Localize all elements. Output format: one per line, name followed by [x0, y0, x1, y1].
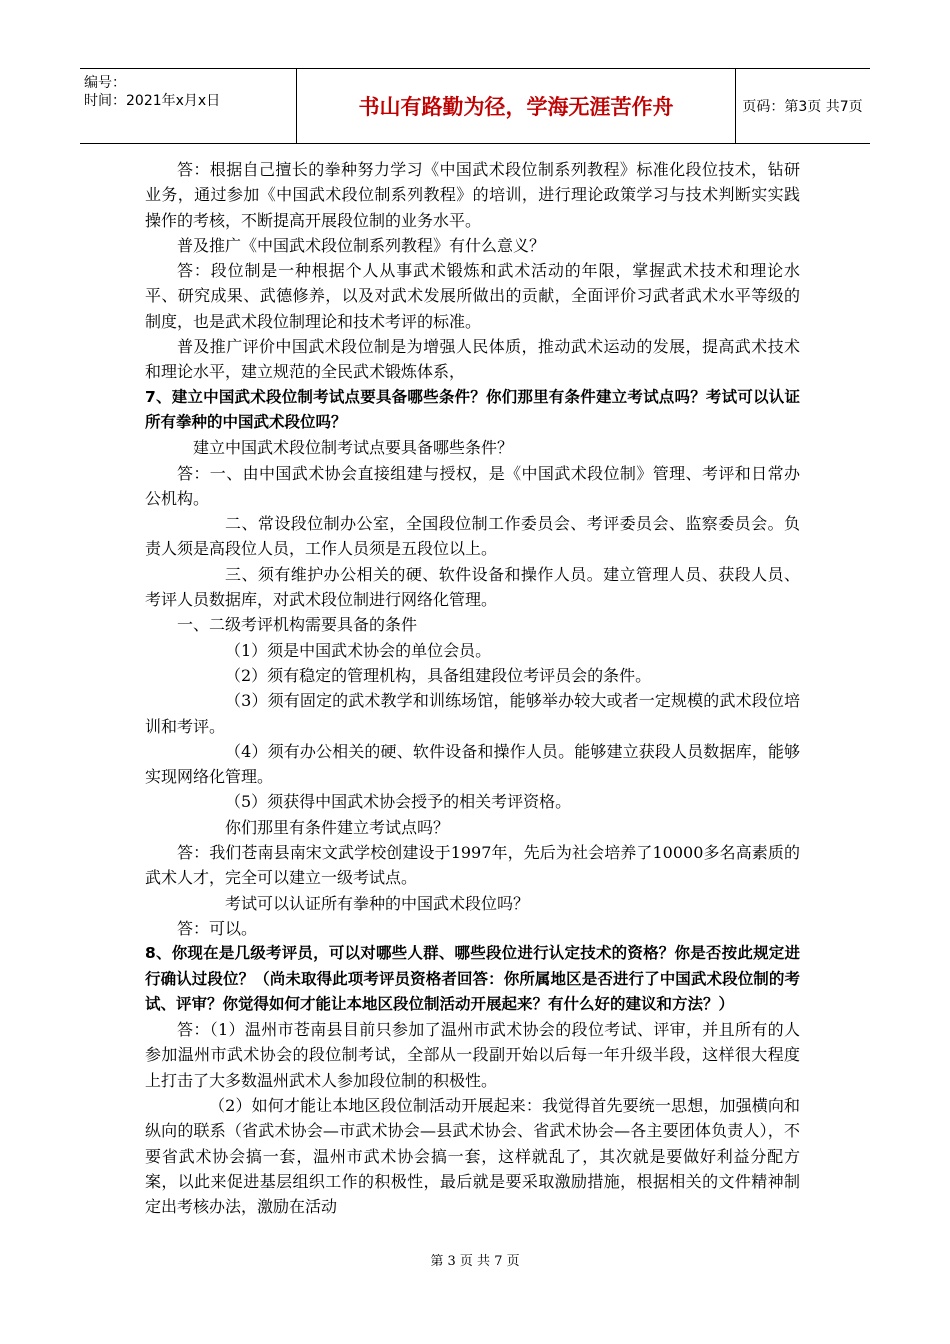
- answer-paragraph: 普及推广评价中国武术段位制是为增强人民体质，推动武术运动的发展，提高武术技术和理论水平，建立规范的全民武术锻炼体系，: [145, 337, 800, 382]
- answer-paragraph: 答：可以。: [177, 918, 258, 938]
- list-item: （3）须有固定的武术教学和训练场馆，能够举办较大或者一定规模的武术段位培训和考评。: [145, 691, 800, 736]
- answer-paragraph: 答：段位制是一种根据个人从事武术锻炼和武术活动的年限，掌握武术技术和理论水平、研究成果、武德修养，以及对武术发展所做出的贡献，全面评价习武者武术水平等级的制度，也是武术段位制理论和技术考评的标准。: [145, 261, 800, 331]
- question-heading-8: 8、你现在是几级考评员，可以对哪些人群、哪些段位进行认定技术的资格？你是否按此规定进行确认过段位？（尚未取得此项考评员资格者回答：你所属地区是否进行了中国武术段位制的考试、评审？你觉得如何才能让本地区段位制活动开展起来？有什么好的建议和方法？）: [145, 944, 800, 1013]
- answer-paragraph: 三、须有维护办公相关的硬、软件设备和操作人员。建立管理人员、获段人员、考评人员数据库，对武术段位制进行网络化管理。: [145, 564, 800, 610]
- sub-question: 你们那里有条件建立考试点吗？: [225, 817, 450, 837]
- page-header: [80, 68, 870, 144]
- header-meta: [80, 69, 296, 143]
- list-item: （5）须获得中国武术协会授予的相关考评资格。: [225, 792, 572, 812]
- page-footer: 第 3 页 共 7 页: [430, 1254, 520, 1269]
- list-heading: 一、二级考评机构需要具备的条件: [177, 615, 418, 635]
- answer-paragraph: 答：（1）温州市苍南县目前只参加了温州市武术协会的段位考试、评审，并且所有的人参加温州市武术协会的段位制考试，全部从一段副开始以后每一年升级半段，这样很大程度上打击了大多数温州武术人参加段位制的积极性。: [145, 1020, 800, 1090]
- sub-question: 建立中国武术段位制考试点要具备哪些条件？: [193, 438, 514, 458]
- sub-question: 普及推广《中国武术段位制系列教程》有什么意义？: [177, 235, 546, 255]
- time-label: 时间：2021年x月x日: [84, 93, 221, 109]
- sub-question: 考试可以认证所有拳种的中国武术段位吗？: [225, 893, 530, 913]
- list-item: （4）须有办公相关的硬、软件设备和操作人员。能够建立获段人员数据库，能够实现网络化管理。: [145, 741, 800, 787]
- header-motto: 书山有路勤为径，学海无涯苦作舟: [296, 69, 736, 143]
- answer-paragraph: 答：我们苍南县南宋文武学校创建设于1997年，先后为社会培养了10000多名高素质的武术人才，完全可以建立一级考试点。: [145, 843, 800, 888]
- list-item: （1）须是中国武术协会的单位会员。: [225, 640, 492, 660]
- question-heading-7: 7、建立中国武术段位制考试点要具备哪些条件？你们那里有条件建立考试点吗？考试可以认证所有拳种的中国武术段位吗？: [145, 387, 800, 431]
- list-item: （2）须有稳定的管理机构，具备组建段位考评员会的条件。: [225, 665, 652, 685]
- answer-paragraph: 答：根据自己擅长的拳种努力学习《中国武术段位制系列教程》标准化段位技术，钻研业务，通过参加《中国武术段位制系列教程》的培训，进行理论政策学习与技术判断实实践操作的考核，不断提高开展段位制的业务水平。: [145, 160, 800, 230]
- answer-paragraph: 二、常设段位制办公室，全国段位制工作委员会、考评委员会、监察委员会。负责人须是高段位人员，工作人员须是五段位以上。: [145, 514, 800, 559]
- header-page-number: 页码：第3页 共7页: [742, 99, 863, 115]
- number-label: 编号：: [84, 75, 126, 91]
- document-body: [145, 157, 800, 1219]
- answer-paragraph: （2）如何才能让本地区段位制活动开展起来：我觉得首先要统一思想，加强横向和纵向的联系（省武术协会—市武术协会—县武术协会、省武术协会—各主要团体负责人），不要省武术协会搞一套，温州市武术协会搞一套，这样就乱了，其次就是要做好利益分配方案，以此来促进基层组织工作的积极性，最后就是要采取激励措施，根据相关的文件精神制定出考核办法，激励在活动: [145, 1095, 800, 1217]
- answer-paragraph: 答：一、由中国武术协会直接组建与授权，是《中国武术段位制》管理、考评和日常办公机构。: [145, 463, 800, 508]
